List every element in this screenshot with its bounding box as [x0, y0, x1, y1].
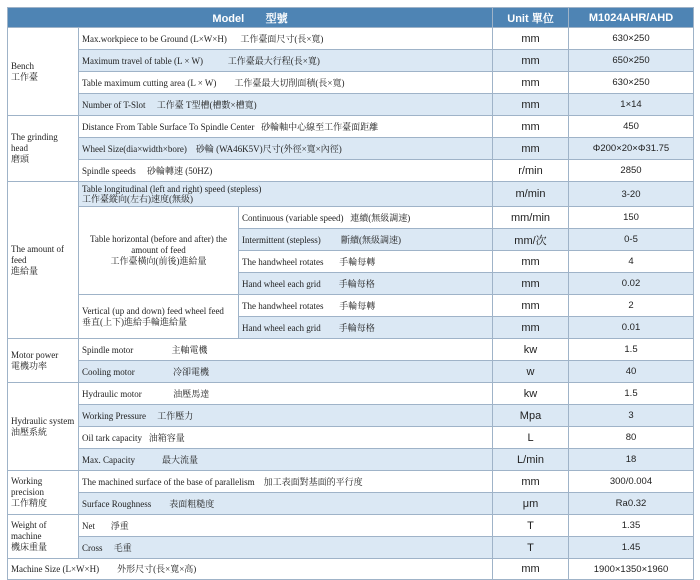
value-cell: Ra0.32	[569, 493, 694, 515]
group-motor: Motor power 電機功率	[8, 339, 79, 383]
group-weight: Weight of machine 機床重量	[8, 515, 79, 559]
table-row	[8, 339, 694, 361]
value-cell: 0.01	[569, 317, 694, 339]
feed-sub-vertical: Vertical (up and down) feed wheel feed 垂直(上下)進給手輪進給量	[79, 295, 239, 339]
group-feed: The amount of feed 進給量	[8, 182, 79, 339]
unit-cell: mm	[493, 50, 569, 72]
header-model: Model 型號	[8, 8, 493, 28]
table-row	[8, 295, 694, 317]
group-precision: Working precision 工作精度	[8, 471, 79, 515]
table-row	[8, 515, 694, 537]
value-cell: Φ200×20×Φ31.75	[569, 138, 694, 160]
header-row	[8, 8, 694, 28]
group-bench: Bench 工作臺	[8, 28, 79, 116]
table-row	[8, 493, 694, 515]
unit-cell: mm	[493, 471, 569, 493]
value-cell: 0-5	[569, 229, 694, 251]
unit-cell: L/min	[493, 449, 569, 471]
item-cell: Wheel Size(dia×width×bore) 砂輪 (WA46K5V)尺寸(外徑×寬×內徑)	[79, 138, 493, 160]
item-cell: Continuous (variable speed) 連續(無級調速)	[239, 207, 493, 229]
unit-cell: m/min	[493, 182, 569, 207]
item-cell: Distance From Table Surface To Spindle Center 砂輪軸中心線至工作臺面距離	[79, 116, 493, 138]
unit-cell: T	[493, 515, 569, 537]
value-cell: 1900×1350×1960	[569, 559, 694, 580]
item-cell: Oil tark capacity 油箱容量	[79, 427, 493, 449]
item-cell: Intermittent (stepless) 斷續(無級調速)	[239, 229, 493, 251]
unit-cell: mm/min	[493, 207, 569, 229]
value-cell: 0.02	[569, 273, 694, 295]
header-product: M1024AHR/AHD	[569, 8, 694, 28]
unit-cell: T	[493, 537, 569, 559]
item-cell: Machine Size (L×W×H) 外形尺寸(長×寬×高)	[8, 559, 493, 580]
header-unit: Unit 單位	[493, 8, 569, 28]
value-cell: 3-20	[569, 182, 694, 207]
value-cell: 1.5	[569, 339, 694, 361]
table-row	[8, 138, 694, 160]
item-cell: The handwheel rotates 手輪每轉	[239, 251, 493, 273]
item-cell: The handwheel rotates 手輪每轉	[239, 295, 493, 317]
unit-cell: mm	[493, 28, 569, 50]
item-cell: Hand wheel each grid 手輪每格	[239, 273, 493, 295]
unit-cell: kw	[493, 383, 569, 405]
table-row	[8, 116, 694, 138]
unit-cell: mm	[493, 559, 569, 580]
value-cell: 40	[569, 361, 694, 383]
value-cell: 4	[569, 251, 694, 273]
table-row	[8, 207, 694, 229]
value-cell: 450	[569, 116, 694, 138]
item-cell: Table maximum cutting area (L × W) 工作臺最大切削面積(長×寬)	[79, 72, 493, 94]
value-cell: 630×250	[569, 72, 694, 94]
table-row	[8, 449, 694, 471]
unit-cell: mm	[493, 317, 569, 339]
feed-sub-horizontal: Table horizontal (before and after) the amount of feed 工作臺橫向(前後)進給量	[79, 207, 239, 295]
item-cell: Maximum travel of table (L × W) 工作臺最大行程(長×寬)	[79, 50, 493, 72]
item-cell: Cooling motor 冷卻電機	[79, 361, 493, 383]
item-cell: Max. Capacity 最大流量	[79, 449, 493, 471]
spec-table	[7, 7, 694, 580]
table-row	[8, 160, 694, 182]
unit-cell: r/min	[493, 160, 569, 182]
value-cell: 1.45	[569, 537, 694, 559]
value-cell: 2850	[569, 160, 694, 182]
table-row	[8, 28, 694, 50]
unit-cell: mm	[493, 251, 569, 273]
unit-cell: kw	[493, 339, 569, 361]
unit-cell: Mpa	[493, 405, 569, 427]
table-row	[8, 50, 694, 72]
unit-cell: mm/次	[493, 229, 569, 251]
unit-cell: mm	[493, 138, 569, 160]
unit-cell: mm	[493, 295, 569, 317]
table-row	[8, 537, 694, 559]
group-hydraulic: Hydraulic system 油壓系統	[8, 383, 79, 471]
table-row	[8, 361, 694, 383]
value-cell: 300/0.004	[569, 471, 694, 493]
item-cell: Working Pressure 工作壓力	[79, 405, 493, 427]
value-cell: 18	[569, 449, 694, 471]
table-row	[8, 182, 694, 207]
item-cell: Net 淨重	[79, 515, 493, 537]
value-cell: 80	[569, 427, 694, 449]
item-cell: The machined surface of the base of parallelism 加工表面對基面的平行度	[79, 471, 493, 493]
table-row	[8, 383, 694, 405]
value-cell: 630×250	[569, 28, 694, 50]
table-row	[8, 471, 694, 493]
value-cell: 2	[569, 295, 694, 317]
table-row	[8, 427, 694, 449]
value-cell: 3	[569, 405, 694, 427]
item-cell: Spindle speeds 砂輪轉速 (50HZ)	[79, 160, 493, 182]
unit-cell: L	[493, 427, 569, 449]
item-cell: Number of T-Slot 工作臺 T型槽(槽數×槽寬)	[79, 94, 493, 116]
unit-cell: mm	[493, 273, 569, 295]
value-cell: 650×250	[569, 50, 694, 72]
value-cell: 1.35	[569, 515, 694, 537]
item-cell: Cross 毛重	[79, 537, 493, 559]
table-row	[8, 405, 694, 427]
item-cell: Hydraulic motor 油壓馬達	[79, 383, 493, 405]
table-row	[8, 559, 694, 580]
group-grinding-head: The grinding head 磨頭	[8, 116, 79, 182]
unit-cell: mm	[493, 116, 569, 138]
value-cell: 1×14	[569, 94, 694, 116]
unit-cell: mm	[493, 94, 569, 116]
table-row	[8, 94, 694, 116]
table-row	[8, 72, 694, 94]
unit-cell: mm	[493, 72, 569, 94]
value-cell: 150	[569, 207, 694, 229]
unit-cell: μm	[493, 493, 569, 515]
item-cell: Table longitudinal (left and right) speed (stepless) 工作臺縱向(左右)速度(無級)	[79, 182, 493, 207]
value-cell: 1.5	[569, 383, 694, 405]
unit-cell: w	[493, 361, 569, 383]
item-cell: Surface Roughness 表面粗糙度	[79, 493, 493, 515]
item-cell: Max.workpiece to be Ground (L×W×H) 工作臺面尺寸(長×寬)	[79, 28, 493, 50]
item-cell: Hand wheel each grid 手輪每格	[239, 317, 493, 339]
item-cell: Spindle motor 主軸電機	[79, 339, 493, 361]
